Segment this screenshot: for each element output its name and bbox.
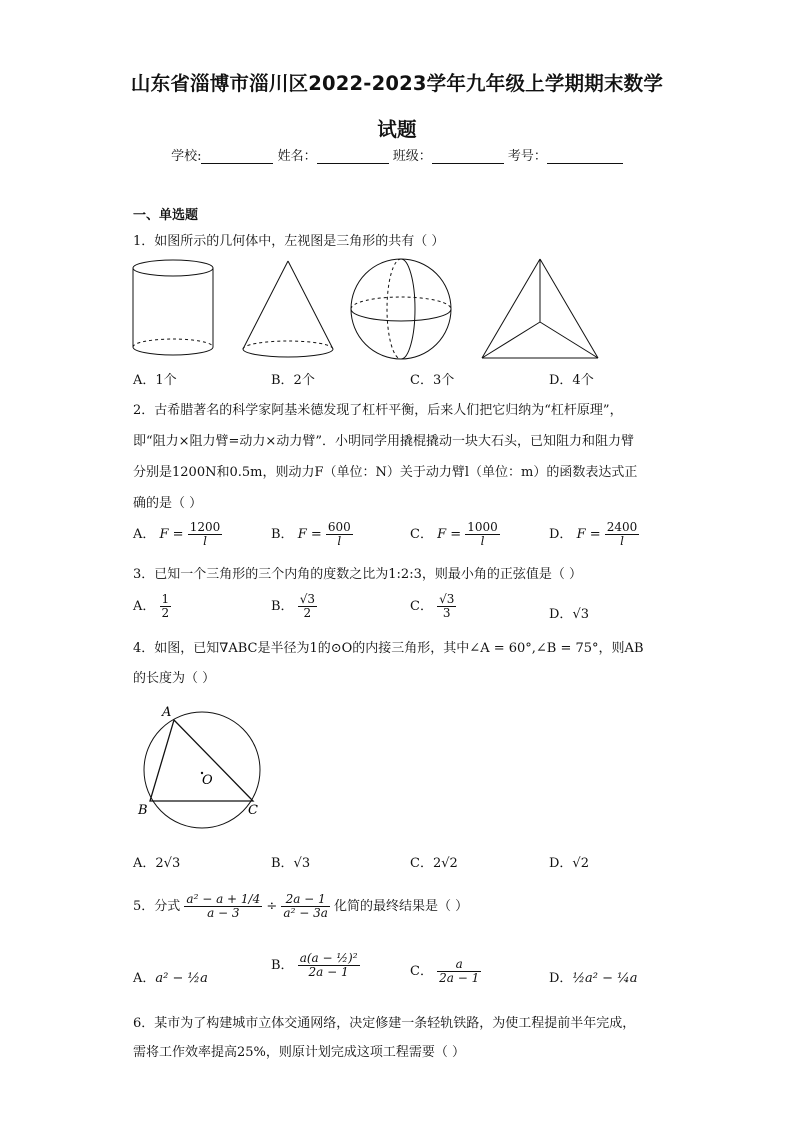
q5-option-a[interactable]: A．a² − ½a [133, 971, 208, 986]
q3-option-d[interactable]: D．√3 [549, 607, 589, 622]
q2-option-d[interactable]: D． F = $\frac{2400}{l}$ [549, 520, 638, 548]
section-title: 一、单选题 [133, 208, 199, 223]
label-o: O [202, 773, 213, 788]
cylinder-figure [133, 260, 213, 355]
q3-option-c[interactable]: C． $\frac{√3}{3}$ [410, 592, 455, 620]
tetrahedron-figure [482, 259, 598, 358]
name-label: 姓名： [277, 149, 317, 164]
number-field[interactable] [547, 149, 623, 164]
question-4-line1: 4．如图，已知∇ABC是半径为1的⊙O的内接三角形，其中∠A = 60°,∠B = 75°，则AB [133, 641, 644, 656]
q2-option-a[interactable]: A． F = $\frac{1200}{l}$ [133, 520, 221, 548]
q4-option-c[interactable]: C．2√2 [410, 856, 458, 871]
page-title-line2: 试题 [377, 118, 417, 141]
question-1-text: 1．如图所示的几何体中，左视图是三角形的共有（ ） [133, 234, 445, 249]
q5-option-d[interactable]: D．½a² − ¼a [549, 971, 638, 986]
label-b: B [138, 803, 148, 818]
label-a: A [162, 705, 172, 720]
name-field[interactable] [317, 149, 389, 164]
q4-option-a[interactable]: A．2√3 [133, 856, 181, 871]
cone-figure [243, 261, 333, 357]
q5-option-b[interactable]: B． $\frac{\text{a(a − ½)²}}{2a - 1}$ [271, 951, 358, 979]
q2-option-b[interactable]: B． F = $\frac{600}{l}$ [271, 520, 351, 548]
q3-option-a[interactable]: A． $\frac{1}{2}$ [133, 592, 170, 620]
school-label: 学校: [171, 149, 202, 164]
q1-option-c[interactable]: C．3个 [410, 373, 455, 388]
question-2-line1: 2．古希腊著名的科学家阿基米德发现了杠杆平衡，后来人们把它归纳为“杠杆原理”， [133, 403, 623, 418]
page-title: 山东省淄博市淄川区2022-2023学年九年级上学期期末数学 [130, 72, 664, 95]
question-5-text: 5．分式 $\frac{\text{a² − a + 1/4}}{a - 3}$ ÷ $\frac{2a - 1}{\text{a² − 3a}}$ 化简的最终结果是（ ） [133, 892, 469, 920]
q1-option-d[interactable]: D．4个 [549, 373, 594, 388]
question-6-line1: 6．某市为了构建城市立体交通网络，决定修建一条轻轨铁路，为使工程提前半年完成， [133, 1016, 636, 1031]
q1-option-b[interactable]: B．2个 [271, 373, 315, 388]
school-field[interactable] [201, 149, 273, 164]
q4-option-d[interactable]: D．√2 [549, 856, 589, 871]
q2-option-c[interactable]: C． F = $\frac{1000}{l}$ [410, 520, 498, 548]
question-3-text: 3．已知一个三角形的三个内角的度数之比为1:2:3，则最小角的正弦值是（ ） [133, 567, 582, 582]
number-label: 考号： [507, 149, 547, 164]
q5-option-c[interactable]: C． $\frac{a}{2a - 1}$ [410, 957, 480, 985]
class-label: 班级： [392, 149, 432, 164]
question-2-line4: 确的是（ ） [133, 496, 203, 511]
question-4-figure [130, 700, 270, 830]
question-2-line2: 即“阻力×阻力臂=动力×动力臂”．小明同学用撬棍撬动一块大石头，已知阻力和阻力臂 [133, 434, 634, 449]
q4-option-b[interactable]: B．√3 [271, 856, 311, 871]
triangle-abc [150, 720, 253, 801]
label-c: C [248, 803, 258, 818]
question-1-figures [125, 255, 645, 367]
sphere-figure [351, 259, 451, 359]
question-6-line2: 需将工作效率提高25%，则原计划完成这项工程需要（ ） [133, 1045, 466, 1060]
q3-option-b[interactable]: B． $\frac{√3}{2}$ [271, 592, 315, 620]
question-2-line3: 分别是1200N和0.5m，则动力F（单位：N）关于动力臂l（单位：m）的函数表达式正 [133, 465, 638, 480]
circle-o [144, 712, 260, 828]
student-info-row [0, 145, 794, 164]
q1-option-a[interactable]: A．1个 [133, 373, 177, 388]
question-4-line2: 的长度为（ ） [133, 671, 216, 686]
class-field[interactable] [432, 149, 504, 164]
